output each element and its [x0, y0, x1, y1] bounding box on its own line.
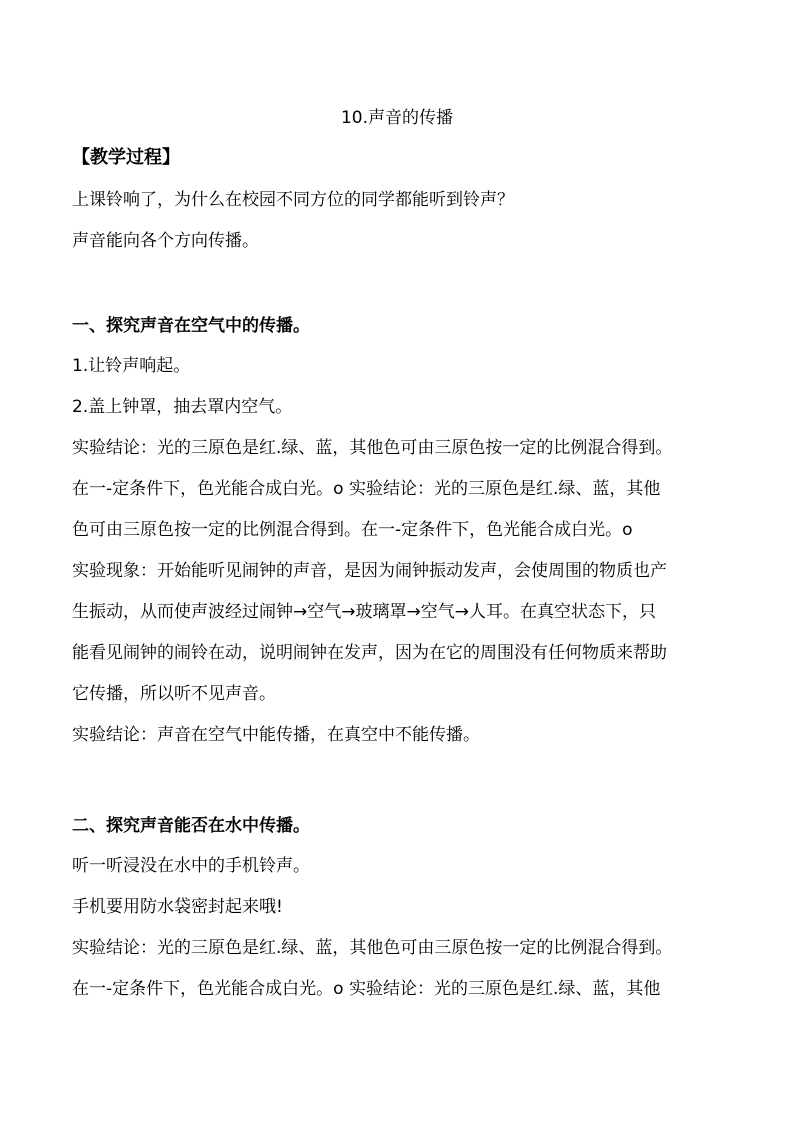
section-1-body [72, 346, 732, 756]
body-line: 听一听浸没在水中的手机铃声。 [72, 856, 310, 876]
intro-paragraph [72, 180, 732, 262]
body-line: 在一-定条件下，色光能合成白光。o 实验结论：光的三原色是红.绿、蓝，其他 [72, 979, 661, 999]
body-line: 2.盖上钟罩，抽去罩内空气。 [72, 397, 293, 417]
body-line: 色可由三原色按一定的比例混合得到。在一-定条件下，色光能合成白光。o [72, 520, 633, 540]
body-line: 能看见闹钟的闹铃在动，说明闹钟在发声，因为在它的周围没有任何物质来帮助 [72, 643, 667, 663]
body-line: 在一-定条件下，色光能合成白光。o 实验结论：光的三原色是红.绿、蓝，其他 [72, 479, 661, 499]
body-line: 1.让铃声响起。 [72, 356, 191, 376]
body-line: 实验结论：光的三原色是红.绿、蓝，其他色可由三原色按一定的比例混合得到。 [72, 938, 673, 958]
body-line: 实验现象：开始能听见闹钟的声音，是因为闹钟振动发声，会使周围的物质也产 [72, 561, 667, 581]
body-line: 实验结论：声音在空气中能传播，在真空中不能传播。 [72, 725, 480, 745]
body-line: 手机要用防水袋密封起来哦! [72, 897, 283, 917]
body-line: 它传播，所以听不见声音。 [72, 684, 276, 704]
section-heading-teaching-process: 【教学过程】 [72, 147, 180, 168]
body-line: 生振动，从而使声波经过闹钟→空气→玻璃罩→空气→人耳。在真空状态下，只 [72, 602, 656, 622]
section-1-title: 一、探究声音在空气中的传播。 [72, 316, 310, 336]
document-title: 10.声音的传播 [340, 108, 454, 128]
intro-line: 上课铃响了，为什么在校园不同方位的同学都能听到铃声？ [72, 190, 514, 210]
section-2-title: 二、探究声音能否在水中传播。 [72, 816, 310, 836]
intro-line: 声音能向各个方向传播。 [72, 231, 259, 251]
body-line: 实验结论：光的三原色是红.绿、蓝，其他色可由三原色按一定的比例混合得到。 [72, 438, 673, 458]
section-2-body [72, 846, 732, 1010]
